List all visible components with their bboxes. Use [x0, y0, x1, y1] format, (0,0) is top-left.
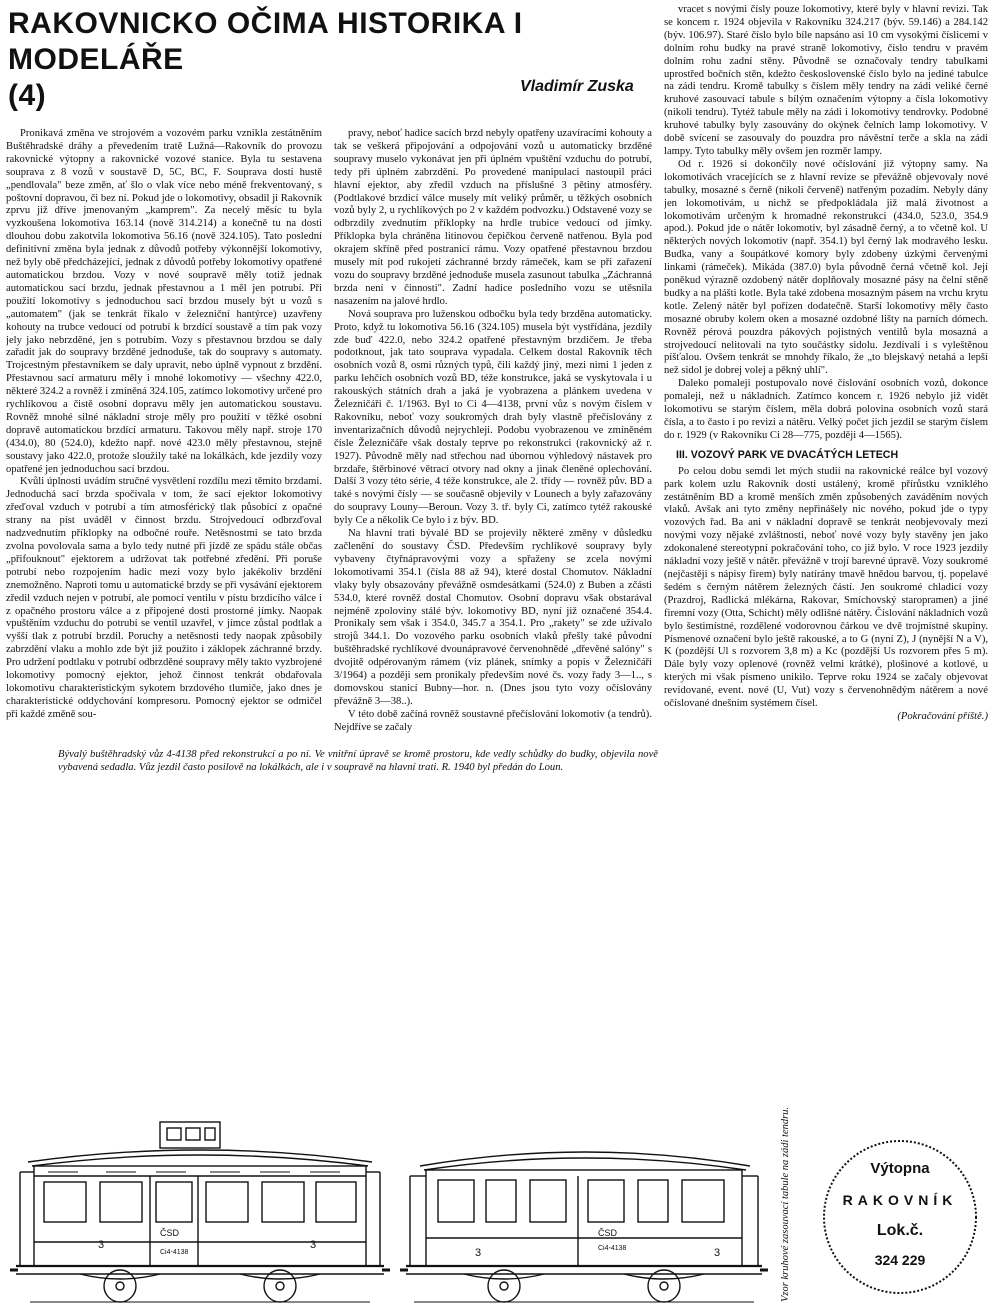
- plate-line3: Lok.č.: [876, 1222, 924, 1239]
- wagon-before-reconstruction: [10, 1122, 390, 1302]
- paragraph: Kvůli úplnosti uvádím stručné vysvětlení rozdílu mezi těmito brzdami. Jednoduchá sací brzda spočívala v tom, že sací ejektor lokomotivy zřeďoval vzduch v potrubí a tím atmosférický tlak působící z opačné strany na píst uváděl v činnost brzdu. Strojvedoucí odbrzďoval nadzvednutím příklopky na odbočné rouře. Netěsnostmi se tato brzda zvolna povolovala sama a bylo tedy nutné při jízdě ze spádu stále občas „přifouknout" ejektorem a udržovat tak potřebné zředění. Při poruše potrubí nebo rozpojením hadic mezi vozy bylo jakékoliv brzdění znemožněno. Naproti tomu u automatické brzdy se při vysávání ejektorem zředil vzduch nejen v potrubí, ale pomocí ventilu v pístu brzdicího válce i z opačného prostoru válce a z připojené dosti prostorné jímky. Naopak vpuštěním vzduchu do potrubí se ventil uzavřel, v jímce zůstal podtlak a vyšší tlak z potrubí brzdil. Poruchy a netěsnosti tedy naopak způsobily zabrzdění vlaku a mohlo zde být již použito i záklopek záchranné brzdy. Pro udržení podtlaku v potrubí odbrzděné soupravy měly takto vyzbrojené lokomotivy pomocný ejektor, jehož činnost tenkrát obdařovala lokomotivu charakteristickým sykotem brzdového tlumiče, jako dnes je charakteristické oddychování kompresoru. Pomocný ejektor se odmičel při každé změně sou-: [6, 476, 322, 720]
- wagon2-number: Ci4-4138: [598, 1245, 627, 1252]
- plate-note-text: Vzor kruhové zasouvací tabule na zádi tendru.: [780, 1106, 791, 1302]
- continuation-note: (Pokračování příště.): [897, 710, 988, 722]
- paragraph: Od r. 1926 si dokončily nové očíslování již výtopny samy. Na lokomotivách vracejících se z hlavní revize se převážně objevovaly nové tabulky, mosazné s černě (nikoli červeně) natřeným pozadím. Nebyly dány jen lokomotivám, u nichž se předpokládala již malá životnost a lokomotivám určeným k hromadné rekonstrukci (434.0, 523.0, 354.9 apod.). Pokud jde o nátěr lokomotiv, byl zásadně černý, a to včetně kol. U některých nových lokomotiv (např. 354.1) byl černý lak modravého lesku. Budka, vany a šoupátkové komory byly zdobeny úzkými červenými linkami (rámeček). Mikáda (387.0) byla původně černá včetně kol. Její poněkud výrazně ozdobený nátěr doplňovaly mosazné pásy na čelní stěně budky a na plášti kotle. Byla také zdobena mosazným pásem na vrchu krytu kotle. Zelený nátěr byl pořízen dodatečně. Starší lokomotivy měly často mosazné obruby kolem oken a mosazné ozdobné lišty na parních dómech. Rovněž pérová pouzdra pákových pojistných ventilů byla mosazná a strojvedoucí nelitovali na tyto součástky sidolu. Jezdívali i s vyleštěnou píšťalou. Ovšem tenkrát se mnohdy říkalo, že „to blejskavý netahá a lepší než sidol je dobrej volej a pěkný uhlí".: [664, 158, 988, 377]
- paragraph: V této době začíná rovněž soustavné přečíslování lokomotiv (a tendrů). Nejdříve se začaly: [334, 708, 652, 733]
- paragraph: pravy, neboť hadice sacích brzd nebyly opatřeny uzavíracími kohouty a tak se veškerá připojování a odpojování vozů u automaticky brzděné soupravy muselo vykonávat jen při úplném vpuštění vzduchu do potrubí, tedy při úplném zabrzdění. Po provedené manipulaci nastoupil práci hlavní ejektor, aby zředil vzduch na příslušné 3 pětiny atmosféry. (Podtlakové brzdicí válce musely mít veliký průměr, u těžkých osobních vozů byly 2, u rychlíkových po 2 v každém podvozku.) Odstavené vozy se odbrzdily zvednutím příklopky na hrdle trubice vedoucí od jímky. Příklopka byla chráněna litinovou čepičkou červeně natřenou. Byla pod okrajem skříně před postranicí rámu. Vozy opatřené přestavnou brzdou musely mít pod rukojetí záchranné brzdy rámeček, kam se při zařazení vozu do soupravy brzděné jednoduše musela zasunout tabulka „Záchranná brzda není v činnosti". Zadní hadice posledního vozu se utěsnila nasazením na jalové hrdlo.: [334, 128, 652, 307]
- wagon-after-reconstruction: [400, 1152, 768, 1302]
- article-author: Vladimír Zuska: [520, 78, 634, 95]
- plate-note: [770, 1106, 810, 1305]
- wagon2-class-number-right: 3: [714, 1247, 721, 1259]
- text-column-1: [6, 128, 322, 746]
- paragraph: vracet s novými čísly pouze lokomotivy, které byly v hlavní revizi. Tak se koncem r. 1924 objevila v Rakovníku 324.217 (býv. 59.146) a 284.142 (býv. 106.97). Staré číslo bylo bíle napsáno asi 10 cm vysokými číslicemi v dolním rohu budky na pravé straně lokomotivy, číslo tendru v pravém dolním rohu zadní stěny. Původně se označovaly tendry tabulkami uprostřed bočních stěn, kdežto československé číslo bylo na jediné tabulce na zádi tendru. Kromě tabulky s číslem měly tendry na zádi veliké černé kruhové zasouvací tabule s bílým označením výtopny a čísla lokomotivy (nikoli tendru). Tytéž tabule měly na zádi i lokomotivy tendrovky. Podobné kruhové tabulky byly zasouvány do okýnek čelních lamp lokomotivy. V době svícení se zasouvaly do pouzdra pro návěstní terče a skla na zádi lampy. Tyto tabulky měly ovšem jen rozměr lampy.: [664, 4, 988, 157]
- tender-plate: [815, 1132, 985, 1302]
- article-title: [8, 6, 648, 114]
- plate-line1: Výtopna: [870, 1160, 930, 1177]
- wagon1-number: Ci4-4138: [160, 1249, 189, 1256]
- wagon1-mark: ČSD: [160, 1228, 180, 1238]
- figure-caption: Bývalý buštěhradský vůz 4-4138 před rekonstrukcí a po ní. Ve vnitřní úpravě se kromě prostoru, kde vedly schůdky do budky, objevila nově vybavená sedadla. Vůz jezdil často posilově na lokálkách, ale i v soupravě na hlavní trati. R. 1940 byl předán do Loun.: [58, 749, 658, 773]
- article-title-line1: RAKOVNICKO OČIMA HISTORIKA I MODELÁŘE: [8, 7, 523, 76]
- section-heading: III. VOZOVÝ PARK VE DVACÁTÝCH LETECH: [676, 448, 899, 461]
- paragraph: Po celou dobu semdi let mých studií na rakovnické reálce byl vozový park kolem uzlu Rakovník dosti ustálený, kromě přírůstku vzniklého zestátněním BD a kromě menších změn způsobených zaváděním nových vlaků. Avšak ani tyto změny nepřinášely nic nového, pokud jde o typy vozových řad. Ba ani v nákladní dopravě se tenkrát neobjevovaly mezi novými vozy nějaké zvláštnosti, neboť nové vozy byly stavěny jen jako zdokonalené stereotypní pokračování toho, co již bylo. V roce 1923 jezdily nákladní vozy ještě v nátěr. převážně v trojí barevné úpravě. Vozy soukromé (nejčastěji s nápisy firem) byly natírány tmavě hnědou barvou, tj. popelavé šedém s černým nátěrem železných částí. Jen soukromé chladicí vozy (Prazdroj, Radlická mlékárna, Rakovar, Smíchovský staropramen) a jiné firemní vozy (Otta, Schicht) měly odlišné nátěry. Číslování nákladních vozů bylo šestimístné, rozdělené vodorovnou čárkou ve dvě trojmístné skupiny. Písmenové označení bylo ještě rakouské, a to G (nyní Z), J (nynější N a V), K (pozdější Ul s rozvorem 3,8 m) a Kc (pozdější Us rozvorem přes 5 m). Dále byly vozy oplenové (rovněž velmi krátké), plošinové a kotlové, u kterých mi však písmeno unikilo. Teprve roku 1924 se začaly objevovat revidované, event. nové (U, Vut) vozy s červenohnědým nátěrem a nové očíslované dnešním systémem čísel.: [664, 465, 988, 710]
- text-column-3: [664, 4, 988, 830]
- wagon-drawings: [10, 1118, 770, 1308]
- wagon2-mark: ČSD: [598, 1228, 618, 1238]
- text-column-2: [334, 128, 652, 746]
- plate-line4: 324 229: [874, 1252, 926, 1268]
- plate-circle: [815, 1132, 985, 1302]
- paragraph: Na hlavní trati bývalé BD se projevily některé změny v důsledku začlenění do soustavy ČSD. Především rychlíkové soupravy byly vybaveny čtyřnápravovými vozy a spřaženy se zcela novými lokomotivami 354.1 (čísla 88 až 94), které dostal Chomutov. Nákladní vlaky byly obsazovány převážně osmdesátkami (524.0) z Buben a zčásti 534.0, které rovněž dostal Chomutov. Osobní dopravu však obstarával nejméně zpoloviny stálé býv. lokomotivy BD, nyní již označené 354.4. Pronikaly sem však i 354.0, 345.7 a 354.1. Pro „rakety" se zde užívalo strojů 344.1. Do vozového parku osobních vlaků přešly také původní buštěhradské rychlíkové dvounápravové červenohnědé „dřevěné salóny" s dvojitě odpérovaným rámem (viz plánek, snímky a popis v Železničáři 3/1964) a později sem pronikaly především nové čs. vozy řady 3—1.., s domovskou stanicí Bubny—hor. n. (Dnes jsou tyto vozy očíslovány převážně 3—38..).: [334, 528, 652, 707]
- paragraph: Nová souprava pro luženskou odbočku byla tedy brzděna automaticky. Proto, když tu lokomotiva 56.16 (324.105) musela být vystřídána, jezdily zde buď 422.0, nebo 324.2 opatřené přestavným brzdičem. Je třeba podotknout, jak tato souprava vypadala. Celkem dostal Rakovník těch osobních vozů 8, osmi různých typů, čili každý jiný, mezi nimi 1 jeden z parku lehčích osobních vozů BD, téže konstrukce, jaká se vyskytovala i u rakouských státních drah a jaká je vyobrazena a plánkem uvedena v Železničáři č. 1/1963. Byl to Ci 4—4138, první vůz s novým číslem v Rakovníku, neboť vozy soukromých drah byly vlastně přečíslovány z inventarizačních důvodů nejrychleji. Podobu vyobrazenou ve zmíněném čísle Železničáře však dostaly teprve po rekonstrukci (rakovnický až r. 1927). Původně měly nad střechou nad úbornou výhledový nástavek pro brzdaře, štěrbinové větrací otvory nad okny a jinak členěné oplechování. Další 3 vozy této série, 4 téže konstrukce, ale 2. třídy — rovněž pův. BD a také s novými čísly — se současně objevily v Lounech a byly zařazovány do soupravy Louny—Beroun. Vozy 3. tř. byly Ci, zatímco tytéž rakouské byly Ce a několik Ce bylo i z býv. BD.: [334, 308, 652, 527]
- plate-line2: RAKOVNÍK: [842, 1192, 958, 1208]
- wagon1-class-number-right: 3: [310, 1239, 317, 1251]
- article-title-line2: (4): [8, 79, 47, 112]
- wagon2-class-number: 3: [475, 1247, 482, 1259]
- paragraph: Daleko pomaleji postupovalo nové číslování osobních vozů, dokonce pomaleji, než u nákladních. Zatímco koncem r. 1926 nebylo již vidět lokomotivu se starým číslem, měla dobrá polovina osobních vozů stará čísla, a to často i po revizi a nátěru. Velký počet jich jezdil se starým číslem do r. 1929 (v Rakovníku Ci 28—775, později 4—1565).: [664, 378, 988, 441]
- paragraph: Pronikavá změna ve strojovém a vozovém parku vznikla zestátněním Buštěhradské dráhy a převedením tratě Lužná—Rakovník do provozu rakovnické výtopny a rakovnické vozové stanice. Byla tu sestavena souprava z 8 vozů v soustavě D, 5C, BC, F. Souprava dosti hustě „pendlovala" beze změn, ať šlo o vlak více nebo méně frekventovaný, s poštovní dopravou, či bez ní. Pokud jde o lokomotivy, obsadil ji Rakovník zprvu již dříve jmenovaným „kamprem". Za necelý měsíc tu byla vyzkoušena lokomotiva 163.14 (nově 314.214) a konečně tu na dosti dlouhou dobu zakotvila lokomotiva 56.16 (nově 324.105). Tato poslední definitivní změna byla jednak z důvodů potřeby výkonnější lokomotivy, než byly obě předcházející, jednak z důvodů potřeby lokomotivy opatřené automatickou brzdou. Vozy v nové soupravě měly totiž jednak automatickou sací brzdu, jednak přestavnou a 1 měl jen potrubí. Při použití lokomotivy s jednoduchou sací brzdou musely být u vozů s „automatem" (jak se tenkrát říkalo v železniční hantýrce) uzavřeny kohouty na trubce vedoucí od potrubí k brzdící soustavě a tím pak vozy jely jako nebrzděné, jen s potrubím. Vozy s přestavnou brzdou se daly zařadit jak do soupravy brzděné jednoduše, tak do soupravy s automaty. Trojcestným přestavníkem se daly upravit, nebo úplně vypnout z brzdění. Přestavnou sací armaturu měly i mnohé lokomotivy — všechny 422.0, některé 324.2 a rovněž i zmíněná 324.105, zatímco lokomotivy určené pro rychlíkovou a čistě osobní dopravu měly jen automatickou soustavu. Rovněž mnohé silné nákladní stroje měly pro použití v těžké osobní dopravě automatickou brzdící armaturu. Takovou měly např. stroje 170 (434.0), 80 (524.0), kdežto např. nové 423.0 měly přestavnou, stejně soustavy jako 422.0, protože sloužily také na lokálkách, kde jezdily vozy opatřené jen jednoduchou sací brzdou.: [6, 128, 322, 475]
- wagon1-class-number: 3: [98, 1239, 105, 1251]
